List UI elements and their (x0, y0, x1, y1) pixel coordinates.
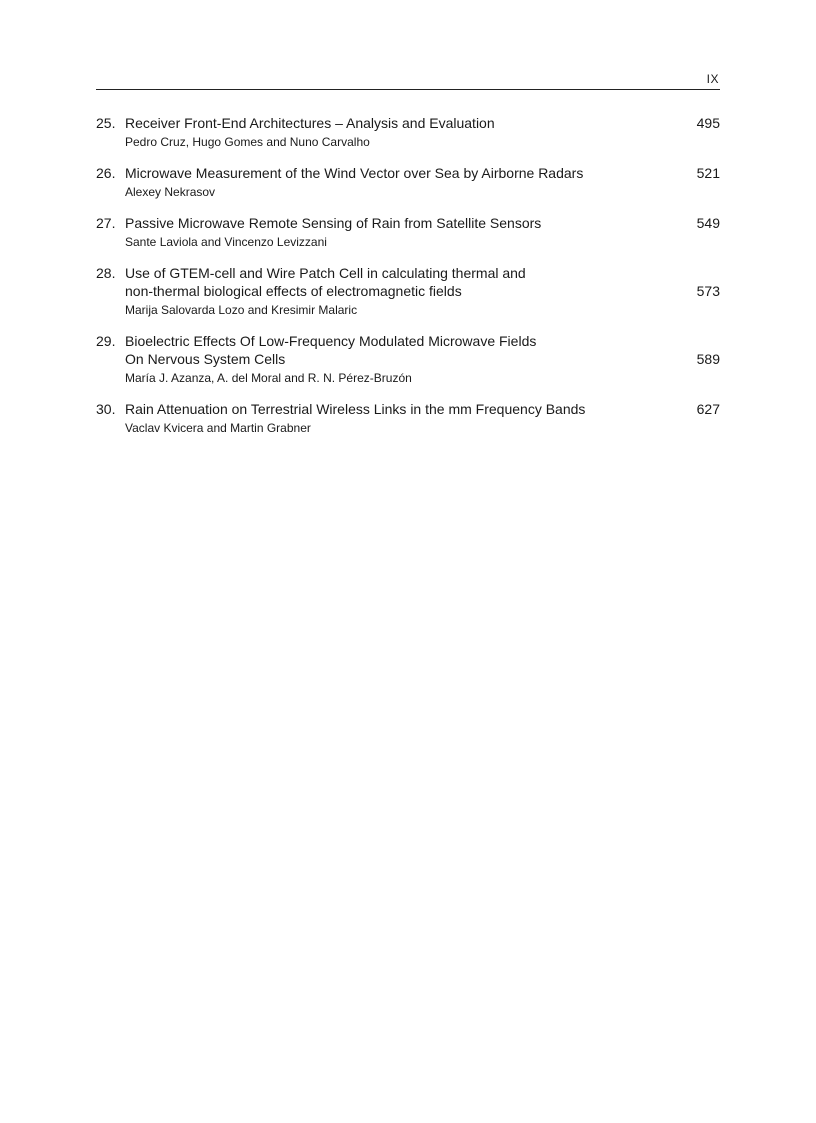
entry-authors: Pedro Cruz, Hugo Gomes and Nuno Carvalho (125, 135, 370, 149)
entry-number: 30. (96, 401, 116, 417)
toc-entry[interactable] (96, 264, 720, 319)
entry-title-line: Microwave Measurement of the Wind Vector over Sea by Airborne Radars (125, 165, 584, 181)
toc-entry[interactable] (96, 164, 720, 201)
entry-number: 25. (96, 115, 116, 131)
entry-title (125, 114, 720, 132)
header-rule (96, 89, 720, 90)
entry-authors: Vaclav Kvicera and Martin Grabner (125, 421, 311, 435)
toc-entry[interactable] (96, 332, 720, 387)
entry-title-line: Use of GTEM-cell and Wire Patch Cell in calculating thermal and (125, 265, 526, 281)
toc-entry[interactable] (96, 114, 720, 151)
entry-page-number: 495 (696, 115, 720, 131)
entry-page-number: 589 (696, 351, 720, 367)
entry-page-number: 521 (696, 165, 720, 181)
entry-title (125, 332, 720, 368)
table-of-contents (96, 114, 720, 450)
entry-title-line: On Nervous System Cells (125, 351, 286, 367)
page-number: IX (706, 72, 719, 86)
entry-number: 26. (96, 165, 116, 181)
toc-entry[interactable] (96, 400, 720, 437)
entry-number: 28. (96, 265, 116, 281)
entry-title (125, 400, 720, 418)
entry-title-line: non-thermal biological effects of electromagnetic fields (125, 283, 462, 299)
entry-number: 29. (96, 333, 116, 349)
entry-title-line: Receiver Front-End Architectures – Analysis and Evaluation (125, 115, 495, 131)
entry-authors: Alexey Nekrasov (125, 185, 216, 199)
entry-authors: María J. Azanza, A. del Moral and R. N. Pérez-Bruzón (125, 371, 412, 385)
entry-authors: Marija Salovarda Lozo and Kresimir Malaric (125, 303, 358, 317)
entry-number: 27. (96, 215, 116, 231)
entry-authors: Sante Laviola and Vincenzo Levizzani (125, 235, 327, 249)
entry-page-number: 549 (696, 215, 720, 231)
entry-title-line: Passive Microwave Remote Sensing of Rain from Satellite Sensors (125, 215, 542, 231)
entry-page-number: 627 (696, 401, 720, 417)
entry-page-number: 573 (696, 283, 720, 299)
entry-title (125, 214, 720, 232)
entry-title-line: Rain Attenuation on Terrestrial Wireless Links in the mm Frequency Bands (125, 401, 586, 417)
toc-entry[interactable] (96, 214, 720, 251)
entry-title-line: Bioelectric Effects Of Low-Frequency Modulated Microwave Fields (125, 333, 537, 349)
entry-title (125, 164, 720, 182)
entry-title (125, 264, 720, 300)
